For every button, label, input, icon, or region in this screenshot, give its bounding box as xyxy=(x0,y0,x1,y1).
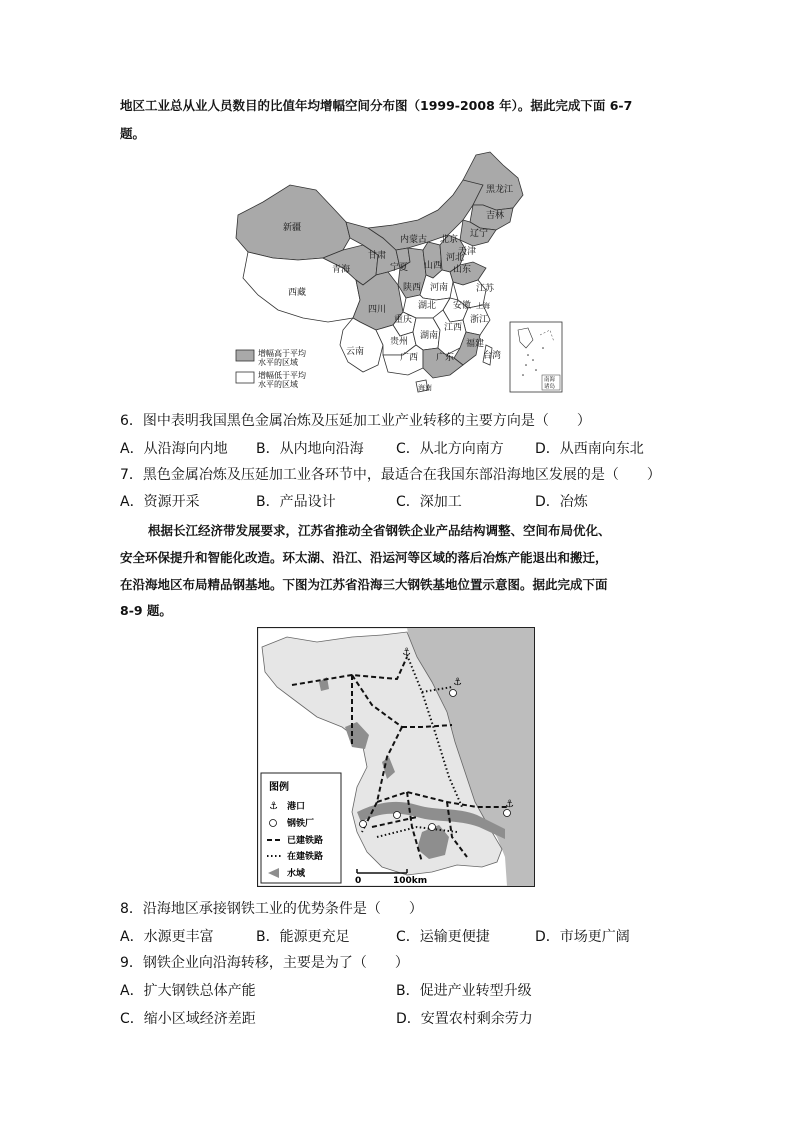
map-label: 江西 xyxy=(444,323,463,333)
q6-option-c[interactable]: C．从北方向南方 xyxy=(396,441,504,457)
map-label: 北京 xyxy=(440,235,459,245)
legend-title: 图例 xyxy=(269,782,289,793)
q9-option-c[interactable]: C．缩小区域经济差距 xyxy=(120,1011,256,1027)
q8-option-d[interactable]: D．市场更广阔 xyxy=(535,929,630,945)
map-label: 贵州 xyxy=(390,337,409,347)
legend-low-line2: 水平的区域 xyxy=(258,380,298,389)
q6-option-a[interactable]: A．从沿海向内地 xyxy=(120,441,228,457)
map-label: 山西 xyxy=(424,261,443,271)
q7-option-c[interactable]: C．深加工 xyxy=(396,494,462,510)
map-label: 浙江 xyxy=(470,315,489,325)
map-label: 海南 xyxy=(418,384,432,392)
intro2-line1: 根据长江经济带发展要求，江苏省推动全省钢铁企业产品结构调整、空间布局优化、 xyxy=(148,523,611,538)
map-label: 四川 xyxy=(368,305,387,315)
port-icon: ⚓ xyxy=(453,677,462,688)
legend-high-swatch xyxy=(236,350,254,361)
legend-port-label: 港口 xyxy=(287,802,306,812)
port-icon: ⚓ xyxy=(402,647,411,658)
q9-option-d[interactable]: D．安置农村剩余劳力 xyxy=(396,1011,533,1027)
q7-option-a[interactable]: A．资源开采 xyxy=(120,494,200,510)
steel-plant-icon xyxy=(504,810,511,817)
map-label: 湖北 xyxy=(418,301,437,311)
q6-option-b[interactable]: B．从内地向沿海 xyxy=(256,441,364,457)
steel-plant-icon xyxy=(450,690,457,697)
q8-option-b[interactable]: B．能源更充足 xyxy=(256,929,350,945)
intro2-line3: 在沿海地区布局精品钢基地。下图为江苏省沿海三大钢铁基地位置示意图。据此完成下面 xyxy=(120,577,608,592)
map-label: 宁夏 xyxy=(390,263,409,273)
map-label: 新疆 xyxy=(283,223,302,233)
inset-label-2: 诸岛 xyxy=(544,384,556,390)
map-label: 甘肃 xyxy=(368,251,387,261)
map-label: 吉林 xyxy=(486,211,505,221)
legend-high-line1: 增幅高于平均 xyxy=(258,349,306,358)
legend-low-swatch xyxy=(236,372,254,383)
question-7-stem: 7．黑色金属冶炼及压延加工业各环节中，最适合在我国东部沿海地区发展的是（ ） xyxy=(120,467,661,483)
map-label: 天津 xyxy=(458,247,477,257)
steel-plant-icon xyxy=(360,821,367,828)
map-label: 台湾 xyxy=(483,351,502,361)
legend-built-rail-label: 已建铁路 xyxy=(287,836,324,846)
q7-option-b[interactable]: B．产品设计 xyxy=(256,494,336,510)
map-label: 黑龙江 xyxy=(486,185,514,195)
map-label: 陕西 xyxy=(403,283,422,293)
map-label: 安徽 xyxy=(453,301,472,311)
map-label: 湖南 xyxy=(420,331,439,341)
map-label: 西藏 xyxy=(288,288,307,298)
steel-plant-icon xyxy=(429,824,436,831)
intro1-line2: 题。 xyxy=(120,126,146,141)
map-label: 上海 xyxy=(476,302,490,310)
map-label: 江苏 xyxy=(476,284,495,294)
scale-start: 0 xyxy=(355,876,362,886)
q7-option-d[interactable]: D．冶炼 xyxy=(535,494,588,510)
map-label: 重庆 xyxy=(394,315,413,325)
intro2-line4: 8-9 题。 xyxy=(120,603,172,618)
q9-option-b[interactable]: B．促进产业转型升级 xyxy=(396,983,532,999)
intro2-line2: 安全环保提升和智能化改造。环太湖、沿江、沿运河等区域的落后冶炼产能退出和搬迁， xyxy=(120,550,608,565)
map-label: 广西 xyxy=(400,353,419,363)
legend-steel-plant-icon xyxy=(270,820,277,827)
map-label: 山东 xyxy=(453,265,472,275)
china-province-map xyxy=(228,150,568,398)
map-label: 河南 xyxy=(430,283,449,293)
legend-steel-label: 钢铁厂 xyxy=(287,819,315,829)
steel-plant-icon xyxy=(394,812,401,819)
question-9-stem: 9．钢铁企业向沿海转移，主要是为了（ ） xyxy=(120,955,409,971)
inset-label-1: 南海 xyxy=(544,377,556,383)
legend-water-label: 水域 xyxy=(287,869,306,879)
q8-option-c[interactable]: C．运输更便捷 xyxy=(396,929,490,945)
port-icon: ⚓ xyxy=(505,799,514,810)
map-label: 河北 xyxy=(446,253,465,263)
question-6-stem: 6．图中表明我国黑色金属冶炼及压延加工业产业转移的主要方向是（ ） xyxy=(120,413,591,429)
map-label: 青海 xyxy=(332,265,351,275)
jiangsu-steel-map xyxy=(257,627,535,887)
map-label: 云南 xyxy=(346,347,365,357)
q8-option-a[interactable]: A．水源更丰富 xyxy=(120,929,214,945)
legend-port-icon: ⚓ xyxy=(269,801,278,812)
map-label: 内蒙古 xyxy=(400,235,428,245)
q6-option-d[interactable]: D．从西南向东北 xyxy=(535,441,644,457)
map-label: 广东 xyxy=(436,353,455,363)
legend-low-line1: 增幅低于平均 xyxy=(258,371,306,380)
map-label: 福建 xyxy=(466,339,485,349)
intro1-line1: 地区工业总从业人员数目的比值年均增幅空间分布图（1999-2008 年）。据此完成下面 6-7 xyxy=(120,98,633,113)
q9-option-a[interactable]: A．扩大钢铁总体产能 xyxy=(120,983,256,999)
legend-high-line2: 水平的区域 xyxy=(258,358,298,367)
legend-building-rail-label: 在建铁路 xyxy=(287,852,324,862)
map-label: 辽宁 xyxy=(470,229,489,239)
question-8-stem: 8．沿海地区承接钢铁工业的优势条件是（ ） xyxy=(120,901,423,917)
scale-end: 100km xyxy=(393,876,428,886)
